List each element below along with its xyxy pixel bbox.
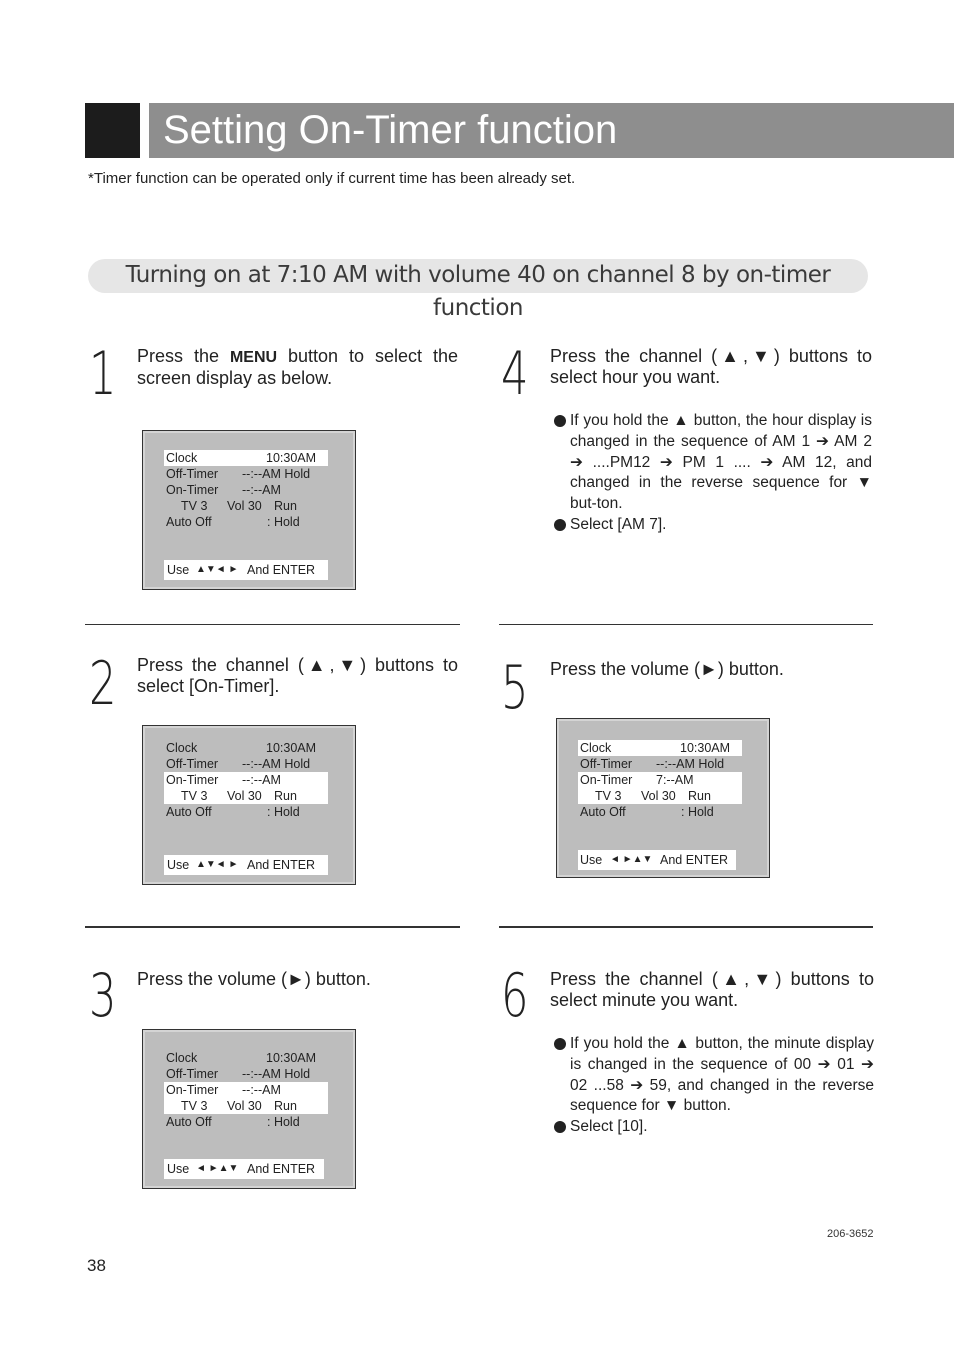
menu-row-off-timer: Off-Timer --:--AM Hold xyxy=(578,756,742,772)
osd-use-row: Use ▲▼◄ ► And ENTER xyxy=(164,855,328,875)
divider xyxy=(499,926,873,928)
menu-row-auto-off: Auto Off : Hold xyxy=(164,804,328,820)
menu-row-auto-off: Auto Off : Hold xyxy=(578,804,742,820)
nav-arrows-icon: ▲▼◄ ► xyxy=(196,564,239,575)
menu-row-clock: Clock 10:30AM xyxy=(578,740,742,756)
menu-row-off-timer: Off-Timer --:--AM Hold xyxy=(164,756,328,772)
step-4-bullets xyxy=(554,411,872,536)
step-6-number: 6 xyxy=(501,961,529,1031)
menu-row-tv-vol: TV 3 Vol 30 Run xyxy=(164,788,328,804)
divider xyxy=(85,624,460,625)
page-number: 38 xyxy=(87,1256,106,1275)
document-code: 206-3652 xyxy=(827,1228,874,1240)
osd-use-row: Use ◄ ►▲▼ And ENTER xyxy=(578,850,736,870)
title-block-decoration xyxy=(85,103,140,158)
nav-arrows-icon: ◄ ►▲▼ xyxy=(610,854,653,865)
section-subtitle: Turning on at 7:10 AM with volume 40 on channel 8 by on-timer function xyxy=(88,259,868,293)
step-1-post: button to select the screen display as below. xyxy=(137,346,458,388)
step-1-number: 1 xyxy=(89,339,117,409)
bullet-item: Select [10]. xyxy=(554,1117,874,1138)
menu-row-on-timer: On-Timer --:--AM xyxy=(164,1082,328,1098)
menu-button-label: MENU xyxy=(229,349,278,366)
osd-use-row: Use ▲▼◄ ► And ENTER xyxy=(164,560,328,580)
menu-row-tv-vol: TV 3 Vol 30 Run xyxy=(578,788,742,804)
step-1-pre: Press the xyxy=(137,346,230,366)
menu-row-on-timer: On-Timer --:--AM xyxy=(164,772,328,788)
osd-use-row: Use ◄ ►▲▼ And ENTER xyxy=(164,1159,324,1179)
menu-row-clock: Clock 10:30AM xyxy=(164,450,328,466)
bullet-item: If you hold the ▲ button, the minute display is changed in the sequence of 00 ➔ 01 ➔ 02 ...58 ➔ 59, and changed in the reverse sequence for ▼ button. xyxy=(554,1034,874,1117)
step-1-text xyxy=(137,346,458,389)
step-5-text: Press the volume (►) button. xyxy=(550,659,784,679)
step-5-number: 5 xyxy=(501,653,529,723)
menu-row-tv-vol: TV 3 Vol 30 Run xyxy=(164,498,328,514)
step-2-number: 2 xyxy=(89,649,117,719)
osd-screen-step-1 xyxy=(142,430,356,590)
menu-row-clock: Clock 10:30AM xyxy=(164,1050,328,1066)
menu-row-off-timer: Off-Timer --:--AM Hold xyxy=(164,466,328,482)
nav-arrows-icon: ◄ ►▲▼ xyxy=(196,1163,239,1174)
step-6-text: Press the channel (▲,▼) buttons to select minute you want. xyxy=(550,969,874,1010)
step-4-number: 4 xyxy=(501,339,529,409)
menu-row-auto-off: Auto Off : Hold xyxy=(164,514,328,530)
step-3-number: 3 xyxy=(89,961,117,1031)
menu-row-auto-off: Auto Off : Hold xyxy=(164,1114,328,1130)
osd-screen-step-3 xyxy=(142,1029,356,1189)
divider xyxy=(85,926,460,928)
step-2-text: Press the channel (▲,▼) buttons to select [On-Timer]. xyxy=(137,655,458,696)
bullet-item: If you hold the ▲ button, the hour display is changed in the sequence of AM 1 ➔ AM 2 ➔ ....PM12 ➔ PM 1 .... ➔ AM 12, and changed in the reverse sequence for ▼ but-ton. xyxy=(554,411,872,515)
bullet-item: Select [AM 7]. xyxy=(554,515,872,536)
page-title: Setting On-Timer function xyxy=(149,103,954,158)
timer-note: *Timer function can be operated only if current time has been already set. xyxy=(88,170,576,187)
menu-row-clock: Clock 10:30AM xyxy=(164,740,328,756)
osd-screen-step-5 xyxy=(556,718,770,878)
step-4-text: Press the channel (▲,▼) buttons to select hour you want. xyxy=(550,346,872,387)
menu-row-on-timer: On-Timer 7:--AM xyxy=(578,772,742,788)
divider xyxy=(499,624,873,625)
menu-row-on-timer: On-Timer --:--AM xyxy=(164,482,328,498)
menu-row-off-timer: Off-Timer --:--AM Hold xyxy=(164,1066,328,1082)
nav-arrows-icon: ▲▼◄ ► xyxy=(196,859,239,870)
step-3-text: Press the volume (►) button. xyxy=(137,969,371,989)
osd-screen-step-2 xyxy=(142,725,356,885)
menu-row-tv-vol: TV 3 Vol 30 Run xyxy=(164,1098,328,1114)
step-6-bullets xyxy=(554,1034,874,1138)
